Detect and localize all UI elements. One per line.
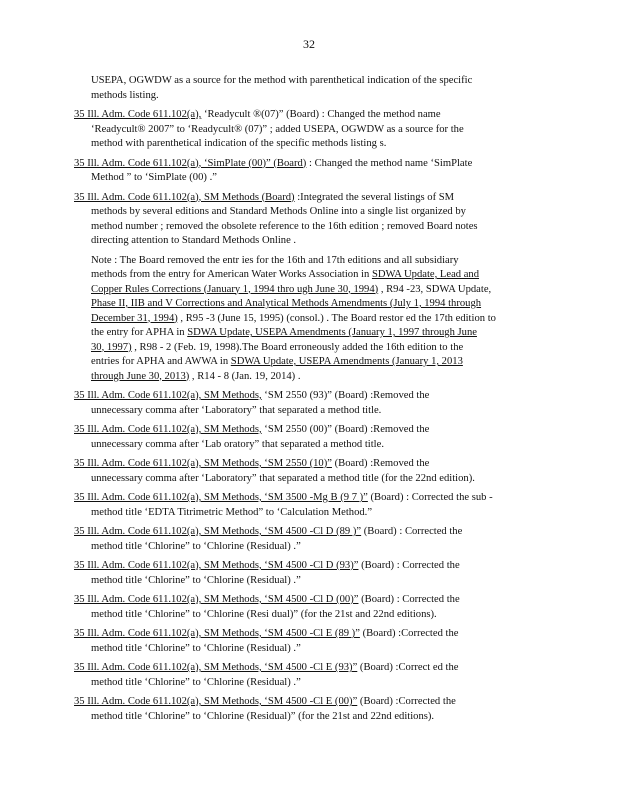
entry-sm2550-10: [74, 457, 546, 486]
entry-text: (Board) :Removed the: [331, 458, 430, 469]
entry-sm-methods: [74, 191, 546, 249]
note-reference: through June 30, 2013): [91, 370, 190, 382]
entry-citation: 35 Ill. Adm. Code 611.102(a), SM Methods (Board): [74, 191, 295, 203]
entry-text: unnecessary comma after ‘Lab oratory” that separated a method title.: [91, 438, 384, 450]
entry-text: (Board) :Correct ed the: [357, 662, 459, 673]
entry-sm2550-00: [74, 423, 546, 452]
entry-citation: 35 Ill. Adm. Code 611.102(a), SM Methods, ‘SM 4500 -Cl E (00)”: [74, 696, 358, 707]
entry-text: (Board) : Corrected the: [361, 526, 463, 537]
entry-citation: 35 Ill. Adm. Code 611.102(a), SM Methods, ‘SM 4500 -Cl D (00)”: [74, 594, 359, 605]
board-note: [74, 254, 546, 385]
entry-sm4500-cle-89: [74, 627, 546, 656]
entry-sm2550-93: [74, 389, 546, 418]
entry-readycult: [74, 108, 546, 152]
note-text: , R98 - 2 (Feb. 19, 1998).The Board erroneously added the 16th edition to the: [131, 341, 464, 353]
note-text: , R94 -23, SDWA Update,: [378, 283, 492, 295]
entry-text: ‘Readycult® 2007” to ‘Readycult® (07)” ; added USEPA, OGWDW as a source for the: [91, 123, 464, 135]
entry-text: method title ‘Chlorine” to ‘Chlorine (Resi dual)” (for the 21st and 22nd editions).: [91, 608, 437, 620]
entry-sm4500-cle-93: [74, 661, 546, 690]
entry-text: (Board) :Corrected the: [359, 628, 459, 639]
entry-citation: 35 Ill. Adm. Code 611.102(a), SM Methods, ‘SM 4500 -Cl E (93)”: [74, 662, 358, 673]
note-text: the entry for APHA in: [91, 327, 188, 338]
entry-text: method title ‘Chlorine” to ‘Chlorine (Residual)” (for the 21st and 22nd editions).: [91, 710, 435, 722]
entry-text: :Integrated the several listings of SM: [294, 191, 455, 203]
note-reference: SDWA Update, USEPA Amendments (January 1, 1997 through June: [187, 327, 477, 338]
entry-citation: 35 Ill. Adm. Code 611.102(a), ‘SimPlate (00)” (Board): [74, 157, 307, 169]
note-line: Note : The Board removed the entr ies for the 16th and 17th editions and all subsidiary: [91, 254, 459, 266]
document-body: [74, 74, 546, 729]
entry-citation: 35 Ill. Adm. Code 611.102(a), SM Methods, ‘SM 2550 (10)”: [74, 458, 332, 469]
entry-sm3500: [74, 491, 546, 520]
entry-citation: 35 Ill. Adm. Code 611.102(a), SM Methods,: [74, 390, 262, 401]
entry-text: unnecessary comma after ‘Laboratory” that separated a method title (for the 22nd edition).: [91, 472, 475, 484]
entry-text: (Board) : Corrected the: [358, 594, 460, 605]
entry-text: method with parenthetical indication of the specific methods listing s.: [91, 138, 387, 149]
intro-paragraph: [74, 74, 546, 103]
entry-citation: 35 Ill. Adm. Code 611.102(a), SM Methods,: [74, 424, 262, 435]
note-text: , R95 -3 (June 15, 1995) (consol.) . The Board restor ed the 17th edition to: [177, 312, 496, 324]
entry-text: methods by several editions and Standard Methods Online into a single list organized by: [91, 206, 466, 217]
note-reference: Copper Rules Corrections (January 1, 1994 thro ugh June 30, 1994): [91, 283, 379, 295]
entry-text: (Board) : Corrected the: [358, 560, 460, 571]
note-text: , R14 - 8 (Jan. 19, 2014) .: [189, 370, 301, 382]
entry-text: Method ” to ‘SimPlate (00) .”: [91, 172, 217, 183]
entry-text: (Board) : Corrected the sub -: [367, 492, 493, 503]
page-number: 32: [303, 37, 315, 51]
note-text: entries for APHA and AWWA in: [91, 356, 231, 367]
entry-sm4500-cld-93: [74, 559, 546, 588]
entry-text: unnecessary comma after ‘Laboratory” that separated a method title.: [91, 404, 382, 416]
entry-text: ‘SM 2550 (00)” (Board) :Removed the: [261, 424, 430, 435]
entry-citation: 35 Ill. Adm. Code 611.102(a), SM Methods, ‘SM 4500 -Cl D (93)”: [74, 560, 359, 571]
entry-text: method title ‘Chlorine” to ‘Chlorine (Residual) .”: [91, 642, 301, 654]
intro-line: methods listing.: [91, 89, 159, 101]
entry-citation: 35 Ill. Adm. Code 611.102(a), SM Methods, ‘SM 3500 -Mg B (9 7 )”: [74, 492, 368, 503]
note-reference: SDWA Update, USEPA Amendments (January 1, 2013: [230, 356, 463, 367]
entry-text: method title ‘Chlorine” to ‘Chlorine (Residual) .”: [91, 540, 301, 552]
entry-text: method title ‘EDTA Titrimetric Method” to ‘Calculation Method.”: [91, 506, 373, 518]
entry-sm4500-cle-00: [74, 695, 546, 724]
entry-text: directing attention to Standard Methods Online .: [91, 235, 297, 246]
note-reference: SDWA Update, Lead and: [371, 269, 480, 280]
entry-text: ‘SM 2550 (93)” (Board) :Removed the: [261, 390, 430, 401]
entry-text: : Changed the method name ‘SimPlate: [306, 157, 473, 169]
note-reference: Phase II, IIB and V Corrections and Analytical Methods Amendments (July 1, 1994 through: [91, 298, 482, 309]
entry-citation: 35 Ill. Adm. Code 611.102(a), SM Methods, ‘SM 4500 -Cl D (89 )”: [74, 526, 362, 537]
entry-sm4500-cld-89: [74, 525, 546, 554]
entry-text: method title ‘Chlorine” to ‘Chlorine (Residual) .”: [91, 676, 301, 688]
entry-citation: 35 Ill. Adm. Code 611.102(a),: [74, 109, 202, 120]
entry-simplate: [74, 157, 546, 186]
intro-line: USEPA, OGWDW as a source for the method with parenthetical indication of the specific: [91, 75, 473, 86]
note-reference: December 31, 1994): [91, 312, 178, 324]
entry-sm4500-cld-00: [74, 593, 546, 622]
entry-text: (Board) :Corrected the: [357, 696, 456, 707]
note-reference: 30, 1997): [91, 341, 132, 353]
entry-text: method title ‘Chlorine” to ‘Chlorine (Residual) .”: [91, 574, 301, 586]
entry-text: ‘Readycult ®(07)” (Board) : Changed the method name: [201, 109, 441, 120]
entry-citation: 35 Ill. Adm. Code 611.102(a), SM Methods, ‘SM 4500 -Cl E (89 )”: [74, 628, 360, 639]
entry-text: method number ; removed the obsolete reference to the 16th edition ; removed Board notes: [91, 220, 478, 232]
note-text: methods from the entry for American Water Works Association in: [91, 269, 372, 280]
